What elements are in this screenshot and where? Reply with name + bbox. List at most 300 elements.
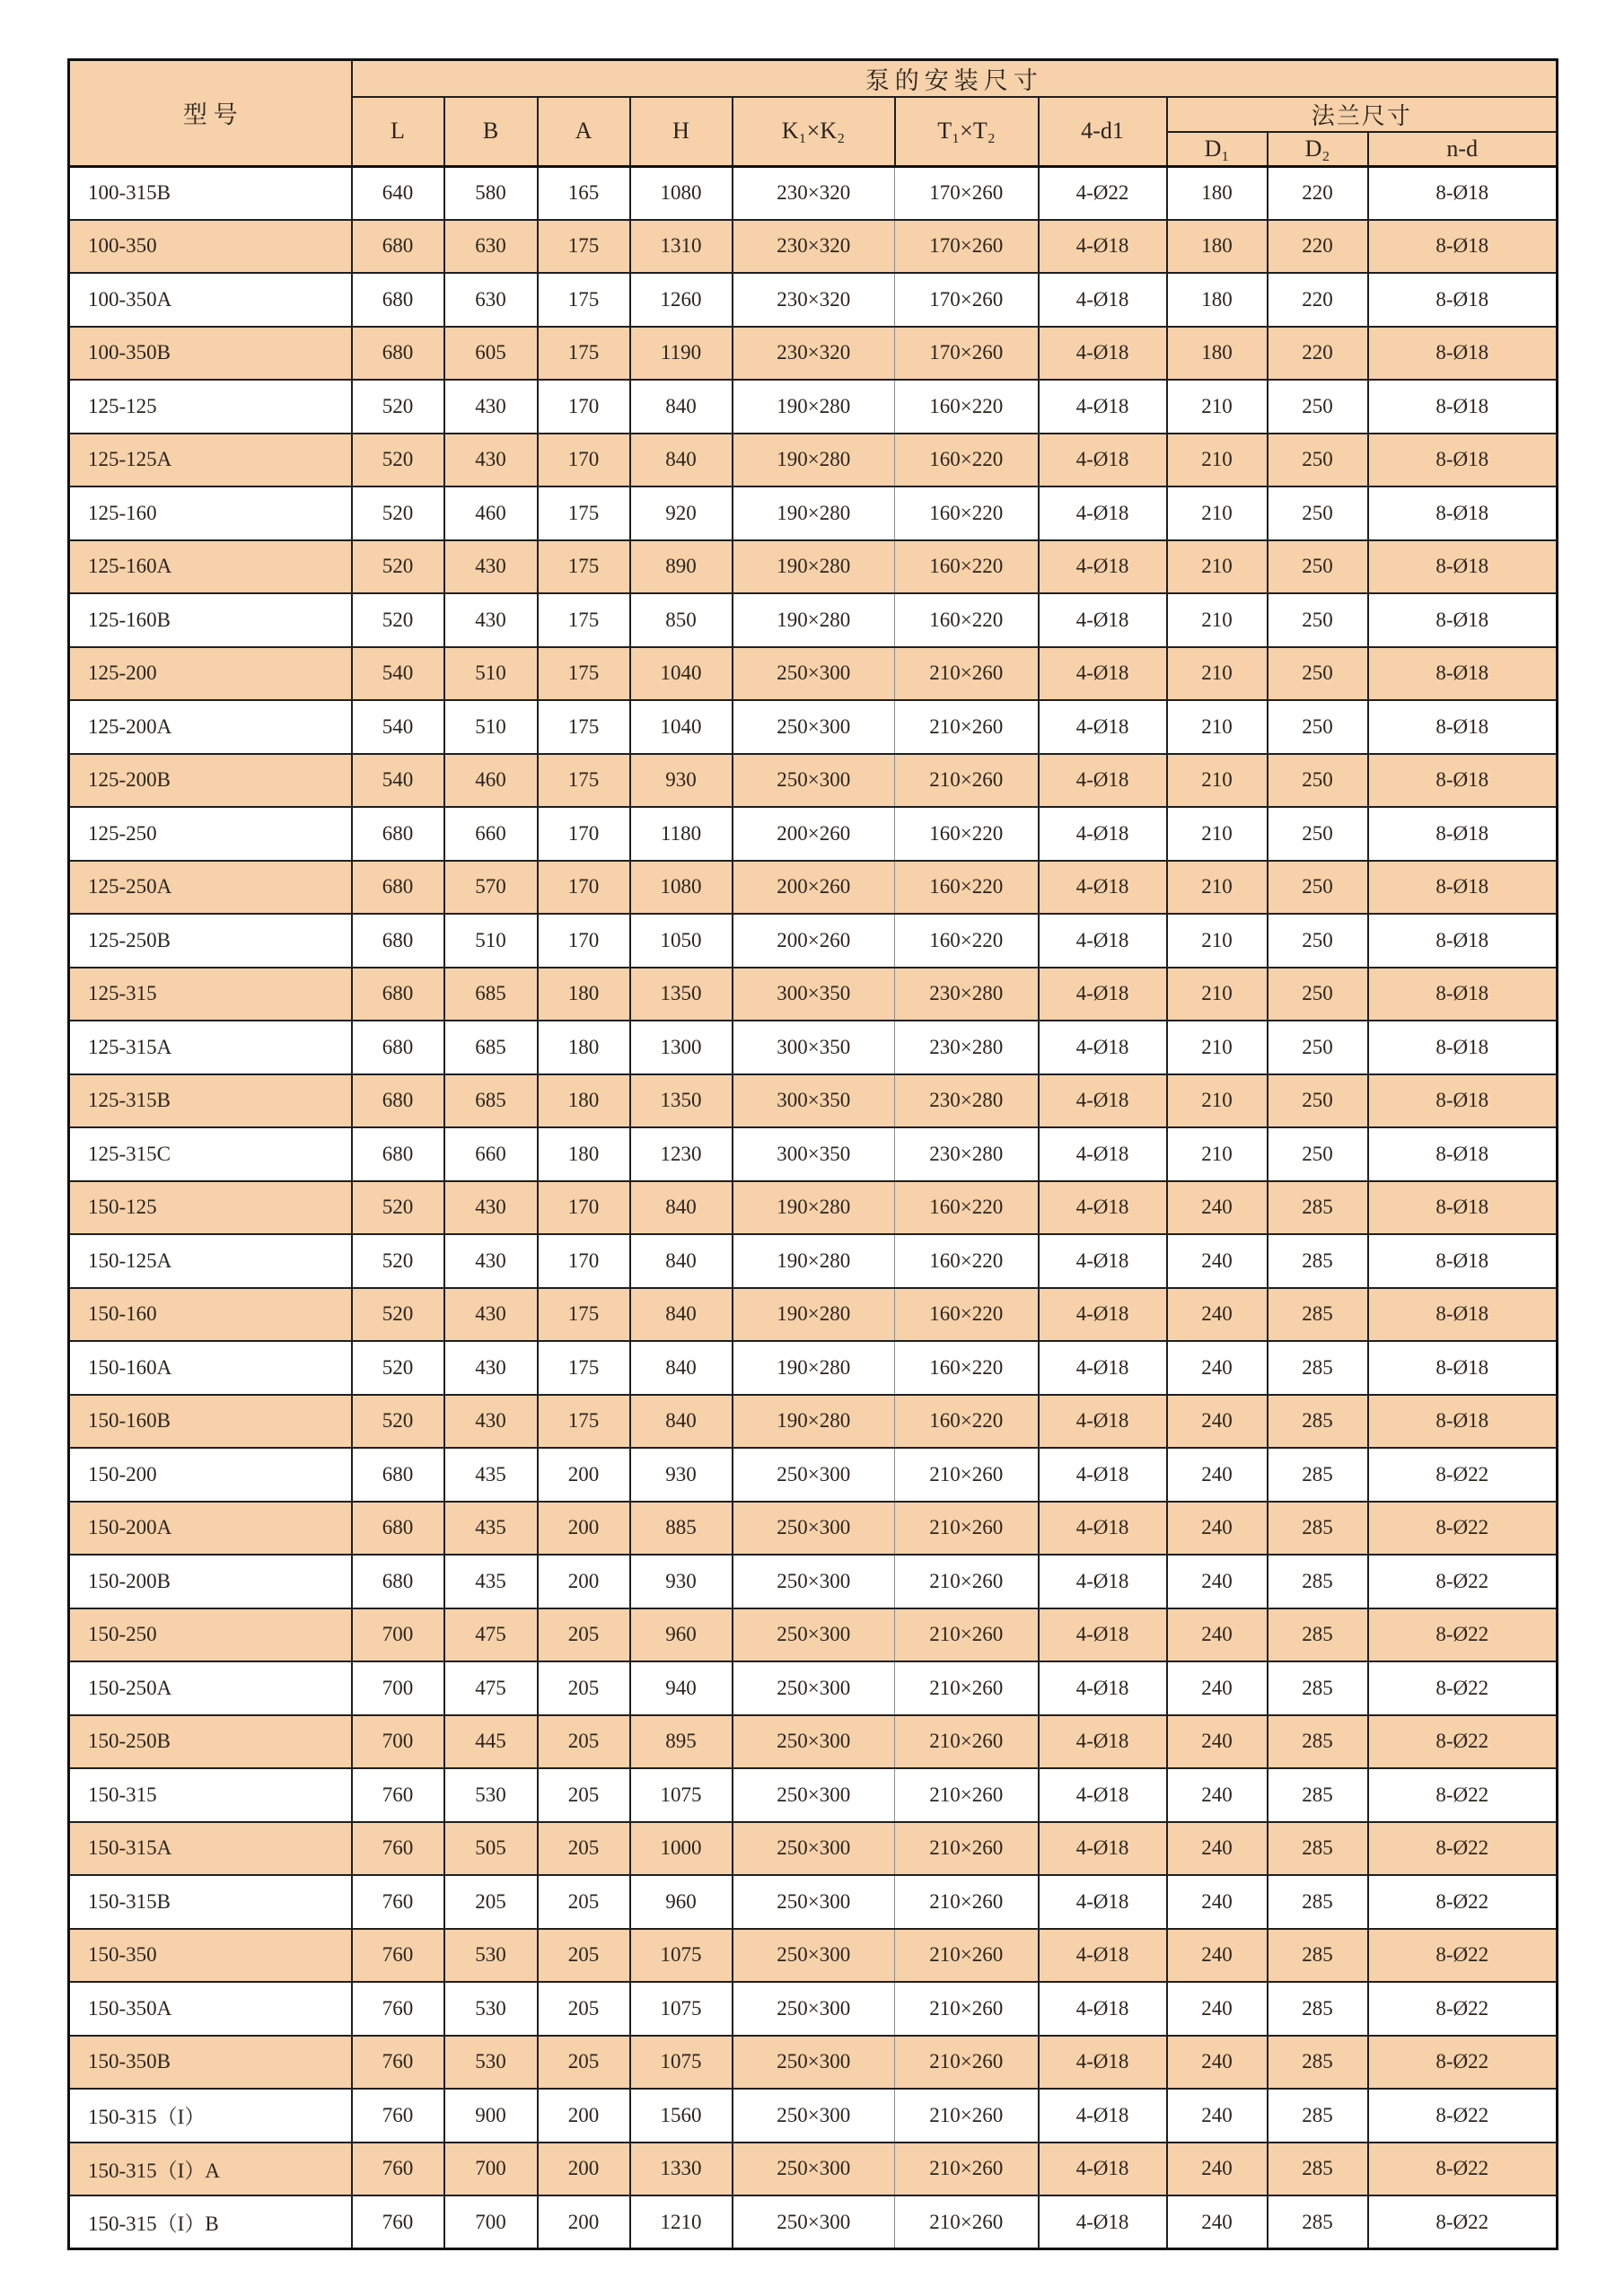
value-cell: 205 xyxy=(538,1822,630,1876)
value-cell: 430 xyxy=(444,593,538,647)
value-cell: 210 xyxy=(1167,861,1268,915)
model-cell: 125-315A xyxy=(69,1021,352,1074)
table-row xyxy=(69,1715,1558,1769)
value-cell: 285 xyxy=(1268,2195,1368,2249)
value-cell: 520 xyxy=(352,1181,444,1235)
value-cell: 250 xyxy=(1268,861,1368,915)
value-cell: 700 xyxy=(352,1608,444,1662)
model-cell: 125-315C xyxy=(69,1127,352,1181)
value-cell: 1350 xyxy=(630,1074,733,1128)
value-cell: 210×260 xyxy=(895,2143,1039,2196)
value-cell: 4-Ø18 xyxy=(1039,647,1167,701)
value-cell: 435 xyxy=(444,1448,538,1502)
value-cell: 190×280 xyxy=(733,486,895,540)
value-cell: 230×280 xyxy=(895,968,1039,1021)
value-cell: 430 xyxy=(444,1234,538,1288)
value-cell: 4-Ø18 xyxy=(1039,1929,1167,1983)
model-cell: 125-200A xyxy=(69,700,352,754)
value-cell: 200 xyxy=(538,2089,630,2143)
value-cell: 4-Ø18 xyxy=(1039,1234,1167,1288)
value-cell: 4-Ø18 xyxy=(1039,486,1167,540)
value-cell: 4-Ø18 xyxy=(1039,1982,1167,2036)
value-cell: 170 xyxy=(538,861,630,915)
model-cell: 100-350 xyxy=(69,220,352,274)
value-cell: 8-Ø22 xyxy=(1368,1875,1558,1929)
value-cell: 8-Ø18 xyxy=(1368,1395,1558,1449)
value-cell: 210 xyxy=(1167,700,1268,754)
value-cell: 285 xyxy=(1268,1555,1368,1608)
value-cell: 285 xyxy=(1268,1502,1368,1555)
model-cell: 125-200 xyxy=(69,647,352,701)
col-header-T1xT2: T₁×T₂ xyxy=(895,97,1039,166)
table-row xyxy=(69,1021,1558,1074)
value-cell: 210×260 xyxy=(895,700,1039,754)
value-cell: 4-Ø18 xyxy=(1039,968,1167,1021)
value-cell: 4-Ø18 xyxy=(1039,1768,1167,1822)
value-cell: 8-Ø22 xyxy=(1368,1822,1558,1876)
value-cell: 250 xyxy=(1268,807,1368,861)
value-cell: 210×260 xyxy=(895,1555,1039,1608)
value-cell: 1210 xyxy=(630,2195,733,2249)
value-cell: 8-Ø18 xyxy=(1368,327,1558,381)
value-cell: 160×220 xyxy=(895,486,1039,540)
value-cell: 8-Ø22 xyxy=(1368,2195,1558,2249)
value-cell: 240 xyxy=(1167,1341,1268,1395)
value-cell: 160×220 xyxy=(895,807,1039,861)
value-cell: 250×300 xyxy=(733,1502,895,1555)
value-cell: 8-Ø18 xyxy=(1368,968,1558,1021)
value-cell: 8-Ø18 xyxy=(1368,700,1558,754)
col-header-D1: D₁ xyxy=(1167,132,1268,166)
value-cell: 285 xyxy=(1268,1715,1368,1769)
value-cell: 230×320 xyxy=(733,220,895,274)
value-cell: 285 xyxy=(1268,1875,1368,1929)
value-cell: 300×350 xyxy=(733,1127,895,1181)
value-cell: 640 xyxy=(352,166,444,220)
value-cell: 840 xyxy=(630,1288,733,1342)
table-row xyxy=(69,593,1558,647)
value-cell: 1075 xyxy=(630,1929,733,1983)
value-cell: 170 xyxy=(538,807,630,861)
model-cell: 150-160 xyxy=(69,1288,352,1342)
col-header-A: A xyxy=(538,97,630,166)
model-cell: 150-200B xyxy=(69,1555,352,1608)
value-cell: 230×280 xyxy=(895,1074,1039,1128)
value-cell: 8-Ø18 xyxy=(1368,1234,1558,1288)
value-cell: 680 xyxy=(352,861,444,915)
value-cell: 210×260 xyxy=(895,1929,1039,1983)
model-cell: 125-315 xyxy=(69,968,352,1021)
value-cell: 205 xyxy=(538,1875,630,1929)
value-cell: 175 xyxy=(538,486,630,540)
value-cell: 190×280 xyxy=(733,434,895,487)
value-cell: 520 xyxy=(352,380,444,434)
value-cell: 285 xyxy=(1268,1234,1368,1288)
model-column-header: 型 号 xyxy=(69,60,352,167)
value-cell: 530 xyxy=(444,1768,538,1822)
value-cell: 210×260 xyxy=(895,1608,1039,1662)
value-cell: 210×260 xyxy=(895,1502,1039,1555)
value-cell: 250 xyxy=(1268,700,1368,754)
value-cell: 205 xyxy=(538,1661,630,1715)
value-cell: 8-Ø22 xyxy=(1368,1715,1558,1769)
value-cell: 840 xyxy=(630,1395,733,1449)
value-cell: 430 xyxy=(444,1288,538,1342)
value-cell: 8-Ø22 xyxy=(1368,1502,1558,1555)
value-cell: 760 xyxy=(352,1982,444,2036)
value-cell: 285 xyxy=(1268,2036,1368,2090)
value-cell: 210 xyxy=(1167,1127,1268,1181)
value-cell: 8-Ø18 xyxy=(1368,1127,1558,1181)
model-cell: 125-250B xyxy=(69,914,352,968)
value-cell: 200 xyxy=(538,1555,630,1608)
table-row xyxy=(69,1395,1558,1449)
model-cell: 150-315（I）A xyxy=(69,2143,352,2196)
value-cell: 240 xyxy=(1167,2089,1268,2143)
value-cell: 8-Ø18 xyxy=(1368,380,1558,434)
value-cell: 8-Ø22 xyxy=(1368,1768,1558,1822)
value-cell: 840 xyxy=(630,1234,733,1288)
value-cell: 170 xyxy=(538,434,630,487)
value-cell: 520 xyxy=(352,1395,444,1449)
value-cell: 4-Ø18 xyxy=(1039,1074,1167,1128)
value-cell: 170 xyxy=(538,1234,630,1288)
value-cell: 1230 xyxy=(630,1127,733,1181)
value-cell: 285 xyxy=(1268,1288,1368,1342)
model-cell: 100-350B xyxy=(69,327,352,381)
value-cell: 285 xyxy=(1268,1982,1368,2036)
value-cell: 180 xyxy=(1167,166,1268,220)
value-cell: 210×260 xyxy=(895,1822,1039,1876)
value-cell: 230×320 xyxy=(733,327,895,381)
value-cell: 8-Ø22 xyxy=(1368,2089,1558,2143)
table-row xyxy=(69,1288,1558,1342)
value-cell: 175 xyxy=(538,593,630,647)
table-row xyxy=(69,1448,1558,1502)
model-cell: 125-250A xyxy=(69,861,352,915)
value-cell: 700 xyxy=(352,1661,444,1715)
value-cell: 4-Ø18 xyxy=(1039,754,1167,808)
model-cell: 150-200 xyxy=(69,1448,352,1502)
value-cell: 8-Ø18 xyxy=(1368,593,1558,647)
table-row xyxy=(69,1661,1558,1715)
value-cell: 8-Ø22 xyxy=(1368,1448,1558,1502)
value-cell: 760 xyxy=(352,1768,444,1822)
value-cell: 240 xyxy=(1167,1982,1268,2036)
value-cell: 680 xyxy=(352,1502,444,1555)
value-cell: 8-Ø22 xyxy=(1368,2143,1558,2196)
value-cell: 8-Ø18 xyxy=(1368,540,1558,594)
value-cell: 240 xyxy=(1167,1929,1268,1983)
value-cell: 160×220 xyxy=(895,593,1039,647)
value-cell: 190×280 xyxy=(733,593,895,647)
value-cell: 4-Ø18 xyxy=(1039,1395,1167,1449)
value-cell: 4-Ø18 xyxy=(1039,1502,1167,1555)
value-cell: 240 xyxy=(1167,1661,1268,1715)
value-cell: 700 xyxy=(444,2195,538,2249)
value-cell: 170 xyxy=(538,1181,630,1235)
value-cell: 300×350 xyxy=(733,1021,895,1074)
value-cell: 8-Ø18 xyxy=(1368,1288,1558,1342)
model-cell: 150-315 xyxy=(69,1768,352,1822)
value-cell: 180 xyxy=(538,1021,630,1074)
value-cell: 250×300 xyxy=(733,1768,895,1822)
table-row xyxy=(69,1608,1558,1662)
value-cell: 520 xyxy=(352,593,444,647)
table-row xyxy=(69,1502,1558,1555)
value-cell: 300×350 xyxy=(733,968,895,1021)
value-cell: 4-Ø18 xyxy=(1039,807,1167,861)
value-cell: 8-Ø18 xyxy=(1368,807,1558,861)
value-cell: 250×300 xyxy=(733,1448,895,1502)
value-cell: 8-Ø18 xyxy=(1368,220,1558,274)
value-cell: 4-Ø18 xyxy=(1039,1021,1167,1074)
value-cell: 680 xyxy=(352,1074,444,1128)
value-cell: 680 xyxy=(352,1448,444,1502)
value-cell: 170×260 xyxy=(895,273,1039,327)
value-cell: 205 xyxy=(538,1929,630,1983)
model-cell: 125-250 xyxy=(69,807,352,861)
value-cell: 1350 xyxy=(630,968,733,1021)
value-cell: 160×220 xyxy=(895,1395,1039,1449)
table-row xyxy=(69,486,1558,540)
value-cell: 920 xyxy=(630,486,733,540)
model-cell: 125-125A xyxy=(69,434,352,487)
value-cell: 160×220 xyxy=(895,1288,1039,1342)
value-cell: 4-Ø18 xyxy=(1039,2036,1167,2090)
value-cell: 1075 xyxy=(630,1768,733,1822)
value-cell: 210 xyxy=(1167,807,1268,861)
table-row xyxy=(69,273,1558,327)
value-cell: 210×260 xyxy=(895,2089,1039,2143)
value-cell: 240 xyxy=(1167,2036,1268,2090)
value-cell: 510 xyxy=(444,914,538,968)
model-cell: 150-315（I）B xyxy=(69,2195,352,2249)
value-cell: 8-Ø22 xyxy=(1368,1929,1558,1983)
model-cell: 150-250B xyxy=(69,1715,352,1769)
table-row xyxy=(69,2089,1558,2143)
table-row xyxy=(69,1929,1558,1983)
value-cell: 430 xyxy=(444,1395,538,1449)
table-row xyxy=(69,1341,1558,1395)
value-cell: 170×260 xyxy=(895,327,1039,381)
value-cell: 8-Ø22 xyxy=(1368,1982,1558,2036)
value-cell: 200 xyxy=(538,2143,630,2196)
value-cell: 4-Ø18 xyxy=(1039,434,1167,487)
value-cell: 285 xyxy=(1268,1341,1368,1395)
value-cell: 520 xyxy=(352,434,444,487)
value-cell: 8-Ø18 xyxy=(1368,273,1558,327)
value-cell: 430 xyxy=(444,1341,538,1395)
value-cell: 1040 xyxy=(630,700,733,754)
model-cell: 150-250A xyxy=(69,1661,352,1715)
value-cell: 240 xyxy=(1167,1875,1268,1929)
table-row xyxy=(69,380,1558,434)
value-cell: 700 xyxy=(444,2143,538,2196)
value-cell: 4-Ø18 xyxy=(1039,540,1167,594)
value-cell: 520 xyxy=(352,1234,444,1288)
value-cell: 630 xyxy=(444,220,538,274)
value-cell: 240 xyxy=(1167,1448,1268,1502)
value-cell: 180 xyxy=(538,1127,630,1181)
value-cell: 8-Ø18 xyxy=(1368,647,1558,701)
pump-dimensions-table-wrap xyxy=(67,58,1556,2250)
value-cell: 175 xyxy=(538,1288,630,1342)
table-row xyxy=(69,647,1558,701)
value-cell: 180 xyxy=(1167,273,1268,327)
table-row xyxy=(69,1822,1558,1876)
value-cell: 250×300 xyxy=(733,2143,895,2196)
model-cell: 150-315B xyxy=(69,1875,352,1929)
value-cell: 685 xyxy=(444,968,538,1021)
value-cell: 680 xyxy=(352,1021,444,1074)
value-cell: 760 xyxy=(352,2143,444,2196)
value-cell: 630 xyxy=(444,273,538,327)
value-cell: 210 xyxy=(1167,754,1268,808)
value-cell: 210×260 xyxy=(895,1448,1039,1502)
value-cell: 210 xyxy=(1167,380,1268,434)
value-cell: 180 xyxy=(538,1074,630,1128)
value-cell: 4-Ø18 xyxy=(1039,1715,1167,1769)
value-cell: 520 xyxy=(352,486,444,540)
value-cell: 960 xyxy=(630,1608,733,1662)
model-cell: 150-315（I） xyxy=(69,2089,352,2143)
value-cell: 930 xyxy=(630,754,733,808)
value-cell: 4-Ø18 xyxy=(1039,1448,1167,1502)
value-cell: 850 xyxy=(630,593,733,647)
value-cell: 1040 xyxy=(630,647,733,701)
table-row xyxy=(69,166,1558,220)
value-cell: 160×220 xyxy=(895,1341,1039,1395)
value-cell: 885 xyxy=(630,1502,733,1555)
value-cell: 190×280 xyxy=(733,1234,895,1288)
value-cell: 250 xyxy=(1268,486,1368,540)
value-cell: 250 xyxy=(1268,1021,1368,1074)
table-body xyxy=(69,166,1558,2249)
value-cell: 430 xyxy=(444,1181,538,1235)
value-cell: 250×300 xyxy=(733,1822,895,1876)
value-cell: 285 xyxy=(1268,1181,1368,1235)
table-row xyxy=(69,540,1558,594)
value-cell: 240 xyxy=(1167,1822,1268,1876)
value-cell: 4-Ø18 xyxy=(1039,1288,1167,1342)
value-cell: 760 xyxy=(352,1822,444,1876)
value-cell: 760 xyxy=(352,1875,444,1929)
table-row xyxy=(69,807,1558,861)
value-cell: 285 xyxy=(1268,1661,1368,1715)
table-row xyxy=(69,1181,1558,1235)
value-cell: 240 xyxy=(1167,1555,1268,1608)
value-cell: 250×300 xyxy=(733,1608,895,1662)
value-cell: 4-Ø18 xyxy=(1039,700,1167,754)
value-cell: 680 xyxy=(352,807,444,861)
value-cell: 8-Ø18 xyxy=(1368,1074,1558,1128)
value-cell: 200 xyxy=(538,1448,630,1502)
value-cell: 190×280 xyxy=(733,1181,895,1235)
value-cell: 240 xyxy=(1167,1502,1268,1555)
value-cell: 8-Ø18 xyxy=(1368,486,1558,540)
table-row xyxy=(69,968,1558,1021)
value-cell: 8-Ø18 xyxy=(1368,1341,1558,1395)
value-cell: 8-Ø18 xyxy=(1368,754,1558,808)
value-cell: 210 xyxy=(1167,486,1268,540)
value-cell: 1180 xyxy=(630,807,733,861)
value-cell: 430 xyxy=(444,540,538,594)
value-cell: 250 xyxy=(1268,593,1368,647)
value-cell: 1560 xyxy=(630,2089,733,2143)
value-cell: 285 xyxy=(1268,1395,1368,1449)
col-header-B: B xyxy=(444,97,538,166)
value-cell: 760 xyxy=(352,2195,444,2249)
value-cell: 250 xyxy=(1268,754,1368,808)
model-cell: 125-125 xyxy=(69,380,352,434)
value-cell: 4-Ø18 xyxy=(1039,2089,1167,2143)
value-cell: 175 xyxy=(538,273,630,327)
value-cell: 960 xyxy=(630,1875,733,1929)
col-header-n-d: n-d xyxy=(1368,132,1558,166)
value-cell: 160×220 xyxy=(895,540,1039,594)
value-cell: 1080 xyxy=(630,166,733,220)
value-cell: 510 xyxy=(444,647,538,701)
model-cell: 125-160A xyxy=(69,540,352,594)
value-cell: 540 xyxy=(352,700,444,754)
value-cell: 190×280 xyxy=(733,1341,895,1395)
value-cell: 580 xyxy=(444,166,538,220)
value-cell: 510 xyxy=(444,700,538,754)
model-cell: 125-315B xyxy=(69,1074,352,1128)
value-cell: 8-Ø18 xyxy=(1368,166,1558,220)
value-cell: 250 xyxy=(1268,380,1368,434)
value-cell: 200×260 xyxy=(733,914,895,968)
model-cell: 125-200B xyxy=(69,754,352,808)
value-cell: 250 xyxy=(1268,540,1368,594)
value-cell: 170×260 xyxy=(895,166,1039,220)
value-cell: 660 xyxy=(444,1127,538,1181)
value-cell: 175 xyxy=(538,647,630,701)
value-cell: 685 xyxy=(444,1021,538,1074)
value-cell: 240 xyxy=(1167,1288,1268,1342)
value-cell: 190×280 xyxy=(733,1288,895,1342)
value-cell: 250×300 xyxy=(733,754,895,808)
value-cell: 210×260 xyxy=(895,1875,1039,1929)
value-cell: 8-Ø18 xyxy=(1368,914,1558,968)
value-cell: 210 xyxy=(1167,1074,1268,1128)
value-cell: 700 xyxy=(352,1715,444,1769)
value-cell: 4-Ø18 xyxy=(1039,593,1167,647)
value-cell: 170 xyxy=(538,914,630,968)
value-cell: 460 xyxy=(444,486,538,540)
install-dimensions-header: 泵的安装尺寸 xyxy=(352,60,1558,98)
value-cell: 285 xyxy=(1268,1768,1368,1822)
value-cell: 250 xyxy=(1268,1127,1368,1181)
value-cell: 250 xyxy=(1268,434,1368,487)
value-cell: 175 xyxy=(538,1341,630,1395)
value-cell: 205 xyxy=(538,2036,630,2090)
value-cell: 930 xyxy=(630,1555,733,1608)
value-cell: 285 xyxy=(1268,1448,1368,1502)
value-cell: 250 xyxy=(1268,968,1368,1021)
value-cell: 210 xyxy=(1167,540,1268,594)
value-cell: 430 xyxy=(444,380,538,434)
value-cell: 760 xyxy=(352,2089,444,2143)
model-cell: 150-160A xyxy=(69,1341,352,1395)
value-cell: 250 xyxy=(1268,647,1368,701)
value-cell: 300×350 xyxy=(733,1074,895,1128)
value-cell: 530 xyxy=(444,1982,538,2036)
value-cell: 4-Ø18 xyxy=(1039,1555,1167,1608)
value-cell: 250×300 xyxy=(733,1661,895,1715)
value-cell: 240 xyxy=(1167,1234,1268,1288)
